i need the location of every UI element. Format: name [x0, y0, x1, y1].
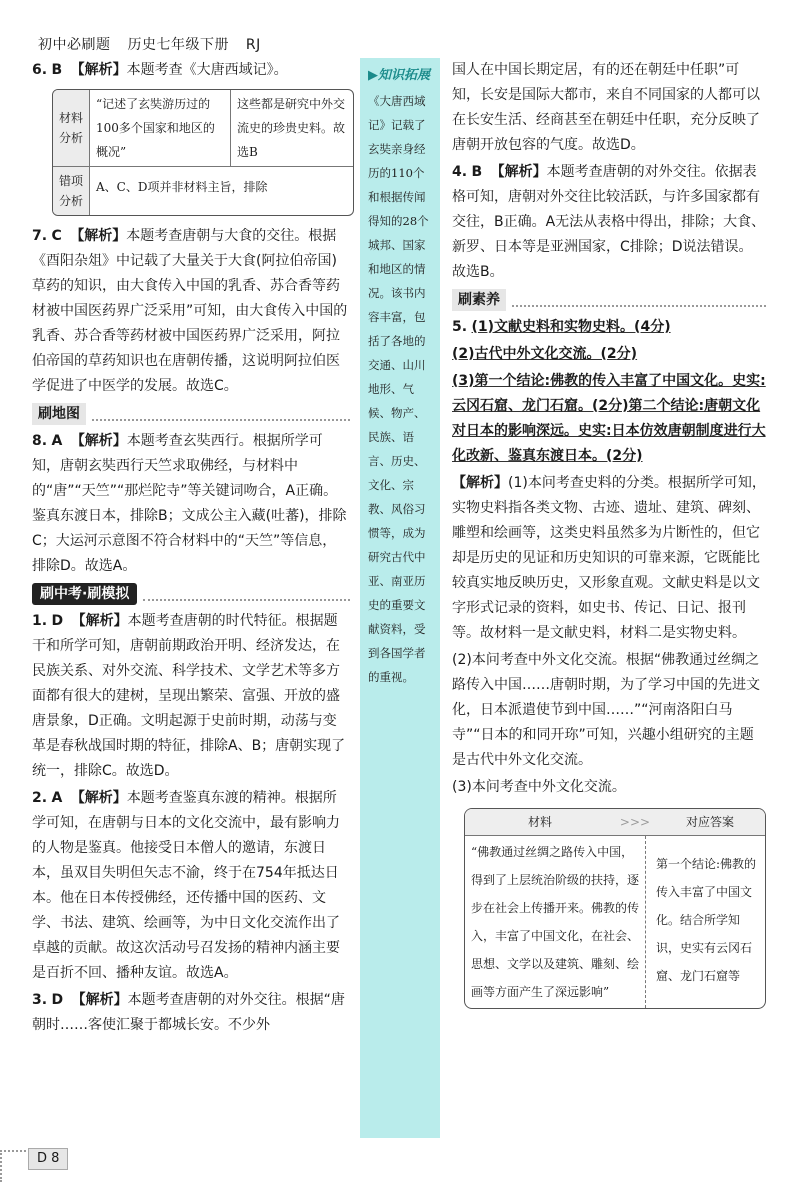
- answer-part-1: (1)文献史料和实物史料。(4分): [471, 319, 671, 335]
- analysis-text: (1)本问考查史料的分类。根据所学可知，实物史料指各类文物、古迹、遗址、建筑、碑刻、雕塑和绘画等，这类史料虽然多为片断性的，但它却是历史的见证和历史知识的可靠来源，它既能比较真实地反映历史，又形象直观。文献史料是以文字形式记录的资料，如史书、传记、日记、报刊等。故材料一是文献史料，材料二是实物史料。: [452, 475, 766, 641]
- answer-q5: [452, 315, 766, 340]
- answer-letter: D: [51, 613, 64, 629]
- header-book: 历史七年级下册: [127, 37, 229, 53]
- table-row: [465, 836, 765, 1008]
- table-cell-material: “佛教通过丝绸之路传入中国，得到了上层统治阶级的扶持，逐步在社会上传播开来。佛教的传入，丰富了中国文化，在社会、思想、文学以及建筑、雕刻、绘画等方面产生了深远影响”: [465, 836, 646, 1008]
- section-divider: [512, 293, 766, 307]
- header-answer: 对应答案: [685, 815, 734, 829]
- answer-e4: [452, 160, 766, 285]
- section-map: [32, 403, 350, 425]
- question-number: 7.: [32, 228, 48, 244]
- question-number: 3.: [32, 992, 48, 1008]
- answer-part-3-text: (3)第一个结论:佛教的传入丰富了中国文化。史实:云冈石窟、龙门石窟。(2分)第二个结论:唐朝文化对日本的影响深远。史实:日本仿效唐朝制度进行大化改新、鉴真东渡日本。(2分): [452, 373, 766, 464]
- table-cell-answer: 第一个结论:佛教的传入丰富了中国文化。结合所学知识，史实有云冈石窟、龙门石窟等: [656, 857, 757, 983]
- answer-letter: A: [51, 790, 63, 806]
- row-label: 错项分析: [53, 167, 90, 215]
- sidebar-text: 《大唐西域记》记载了玄奘亲身经历的110个和根据传闻得知的28个城邦、国家和地区的情况。该书内容丰富，包括了各地的交通、山川地形、气候、物产、民族、语言、历史、文化、宗教、风俗习惯等，成为研究古代中亚、南亚历史的重要文献资料，受到各国学者的重视。: [368, 94, 429, 684]
- question-number: 1.: [32, 613, 48, 629]
- question-number: 8.: [32, 433, 48, 449]
- page-number: D 8: [28, 1148, 68, 1170]
- analysis-p1: [452, 471, 766, 646]
- table-cell: A、C、D项并非材料主旨，排除: [96, 180, 268, 194]
- header-edition: RJ: [245, 37, 261, 53]
- section-exam: [32, 583, 350, 605]
- answer-letter: A: [51, 433, 63, 449]
- analysis-text: 本题考查唐朝与大食的交往。根据《酉阳杂俎》中记载了大量关于大食(阿拉伯帝国)草药的知识，由大食传入中国的乳香、苏合香等药材被中国医药界广泛采用”可知，由大食传入中国的乳香、苏合香等药材被中国医药界广泛采用，阿拉伯帝国的草药知识也在唐朝传播，这说明阿拉伯医学促进了中医学的发展。故选C。: [32, 228, 348, 394]
- table-row: [53, 167, 353, 215]
- sidebar-title: ▶知识拓展: [368, 68, 430, 83]
- row-label: 材料分析: [53, 90, 90, 166]
- table-cell: “记述了玄奘游历过的100多个国家和地区的概况”: [90, 90, 231, 166]
- section-divider: [143, 587, 350, 601]
- answer-e2: [32, 786, 350, 986]
- question-number: 5.: [452, 319, 468, 335]
- analysis-text: 本题考查鉴真东渡的精神。根据所学可知，在唐朝与日本的文化交流中，最有影响力的人物是鉴真。他接受日本僧人的邀请，东渡日本，虽双目失明但矢志不渝，终于在754年抵达日本。他在日本传授佛经，还传播中国的医药、文学、书法、建筑、绘画等，为中日文化交流作出了卓越的贡献。故这次活动号召发扬的精神内涵主要是百折不回、播种友谊。故选A。: [32, 790, 340, 981]
- answer-letter: D: [51, 992, 64, 1008]
- corner-decoration: [0, 1150, 30, 1182]
- arrow-icon: >>>: [619, 815, 651, 829]
- analysis-tag: 【解析】: [71, 992, 128, 1008]
- analysis-text: 本题考查唐朝的时代特征。根据题干和所学可知，唐朝前期政治开明、经济发达，在民族关系、对外交流、科学技术、文学艺术等多方面都有很大的建树，呈现出繁荣、富强、开放的盛唐景象，D正确。文明起源于史前时期，动荡与变革是春秋战国时期的特征，排除A、B；唐朝实现了统一，排除C。故选D。: [32, 613, 346, 779]
- question-number: 6.: [32, 62, 48, 78]
- analysis-text: 本题考查玄奘西行。根据所学可知，唐朝玄奘西行天竺求取佛经，与材料中的“唐”“天竺”“那烂陀寺”等关键词吻合，A正确。鉴真东渡日本，排除B；文成公主入藏(吐蕃)，排除C；大运河示意图不符合材料中的“天竺”等信息，排除D。故选A。: [32, 433, 347, 574]
- section-title: 刷中考·刷模拟: [32, 583, 137, 605]
- answer-e3: [32, 988, 350, 1038]
- header-brand: 初中必刷题: [38, 37, 111, 53]
- right-column: [452, 58, 766, 1009]
- analysis-text: 本题考查唐朝的对外交往。根据“唐朝时……客使汇聚于都城长安。不少外: [32, 992, 345, 1033]
- analysis-p3: (3)本问考查中外文化交流。: [452, 779, 626, 795]
- table-header: [465, 809, 765, 836]
- section-divider: [92, 407, 350, 421]
- answer-part-3: [452, 369, 766, 469]
- material-answer-table: [464, 808, 766, 1009]
- analysis-tag: 【解析】: [452, 475, 508, 491]
- answer-q6: [32, 58, 350, 83]
- question-number: 4.: [452, 164, 468, 180]
- analysis-table: [52, 89, 354, 216]
- answer-q8: [32, 429, 350, 579]
- analysis-tag: 【解析】: [71, 613, 128, 629]
- analysis-tag: 【解析】: [70, 433, 127, 449]
- section-title: 刷素养: [452, 289, 506, 311]
- answer-letter: B: [51, 62, 63, 78]
- analysis-text: 本题考查《大唐西域记》。: [126, 62, 288, 78]
- analysis-tag: 【解析】: [70, 62, 127, 78]
- question-number: 2.: [32, 790, 48, 806]
- answer-q7: [32, 224, 350, 399]
- analysis-tag: 【解析】: [490, 164, 547, 180]
- answer-letter: B: [471, 164, 483, 180]
- table-row: [53, 90, 353, 167]
- table-cell: 这些都是研究中外交流史的珍贵史料。故选B: [237, 97, 346, 159]
- section-literacy: [452, 289, 766, 311]
- continued-text: 国人在中国长期定居，有的还在朝廷中任职”可知，长安是国际大都市，来自不同国家的人都可以在长安生活、经商甚至在朝廷中任职，充分反映了唐朝开放包容的气度。故选D。: [452, 62, 760, 153]
- answer-part-2-text: (2)古代中外文化交流。(2分): [452, 346, 638, 362]
- section-title: 刷地图: [32, 403, 86, 425]
- answer-letter: C: [51, 228, 62, 244]
- analysis-text: 本题考查唐朝的对外交往。依据表格可知，唐朝对外交往比较活跃，与许多国家都有交往，B正确。A无法从表格中得出，排除；大食、新罗、日本等是亚洲国家，C排除；D说法错误。故选B。: [452, 164, 766, 280]
- analysis-tag: 【解析】: [70, 790, 127, 806]
- knowledge-sidebar: [360, 58, 440, 1138]
- analysis-tag: 【解析】: [70, 228, 127, 244]
- left-column: [32, 58, 350, 1040]
- header-material: 材料: [527, 815, 552, 829]
- running-header: [38, 34, 273, 54]
- answer-part-2: [452, 342, 766, 367]
- answer-e1: [32, 609, 350, 784]
- analysis-p2: (2)本问考查中外文化交流。根据“佛教通过丝绸之路传入中国……唐朝时期，为了学习中国的先进文化，日本派遣使节到中国……”“河南洛阳白马寺”“日本的和同开珎”可知，兴趣小组研究的主题是古代中外文化交流。: [452, 652, 760, 768]
